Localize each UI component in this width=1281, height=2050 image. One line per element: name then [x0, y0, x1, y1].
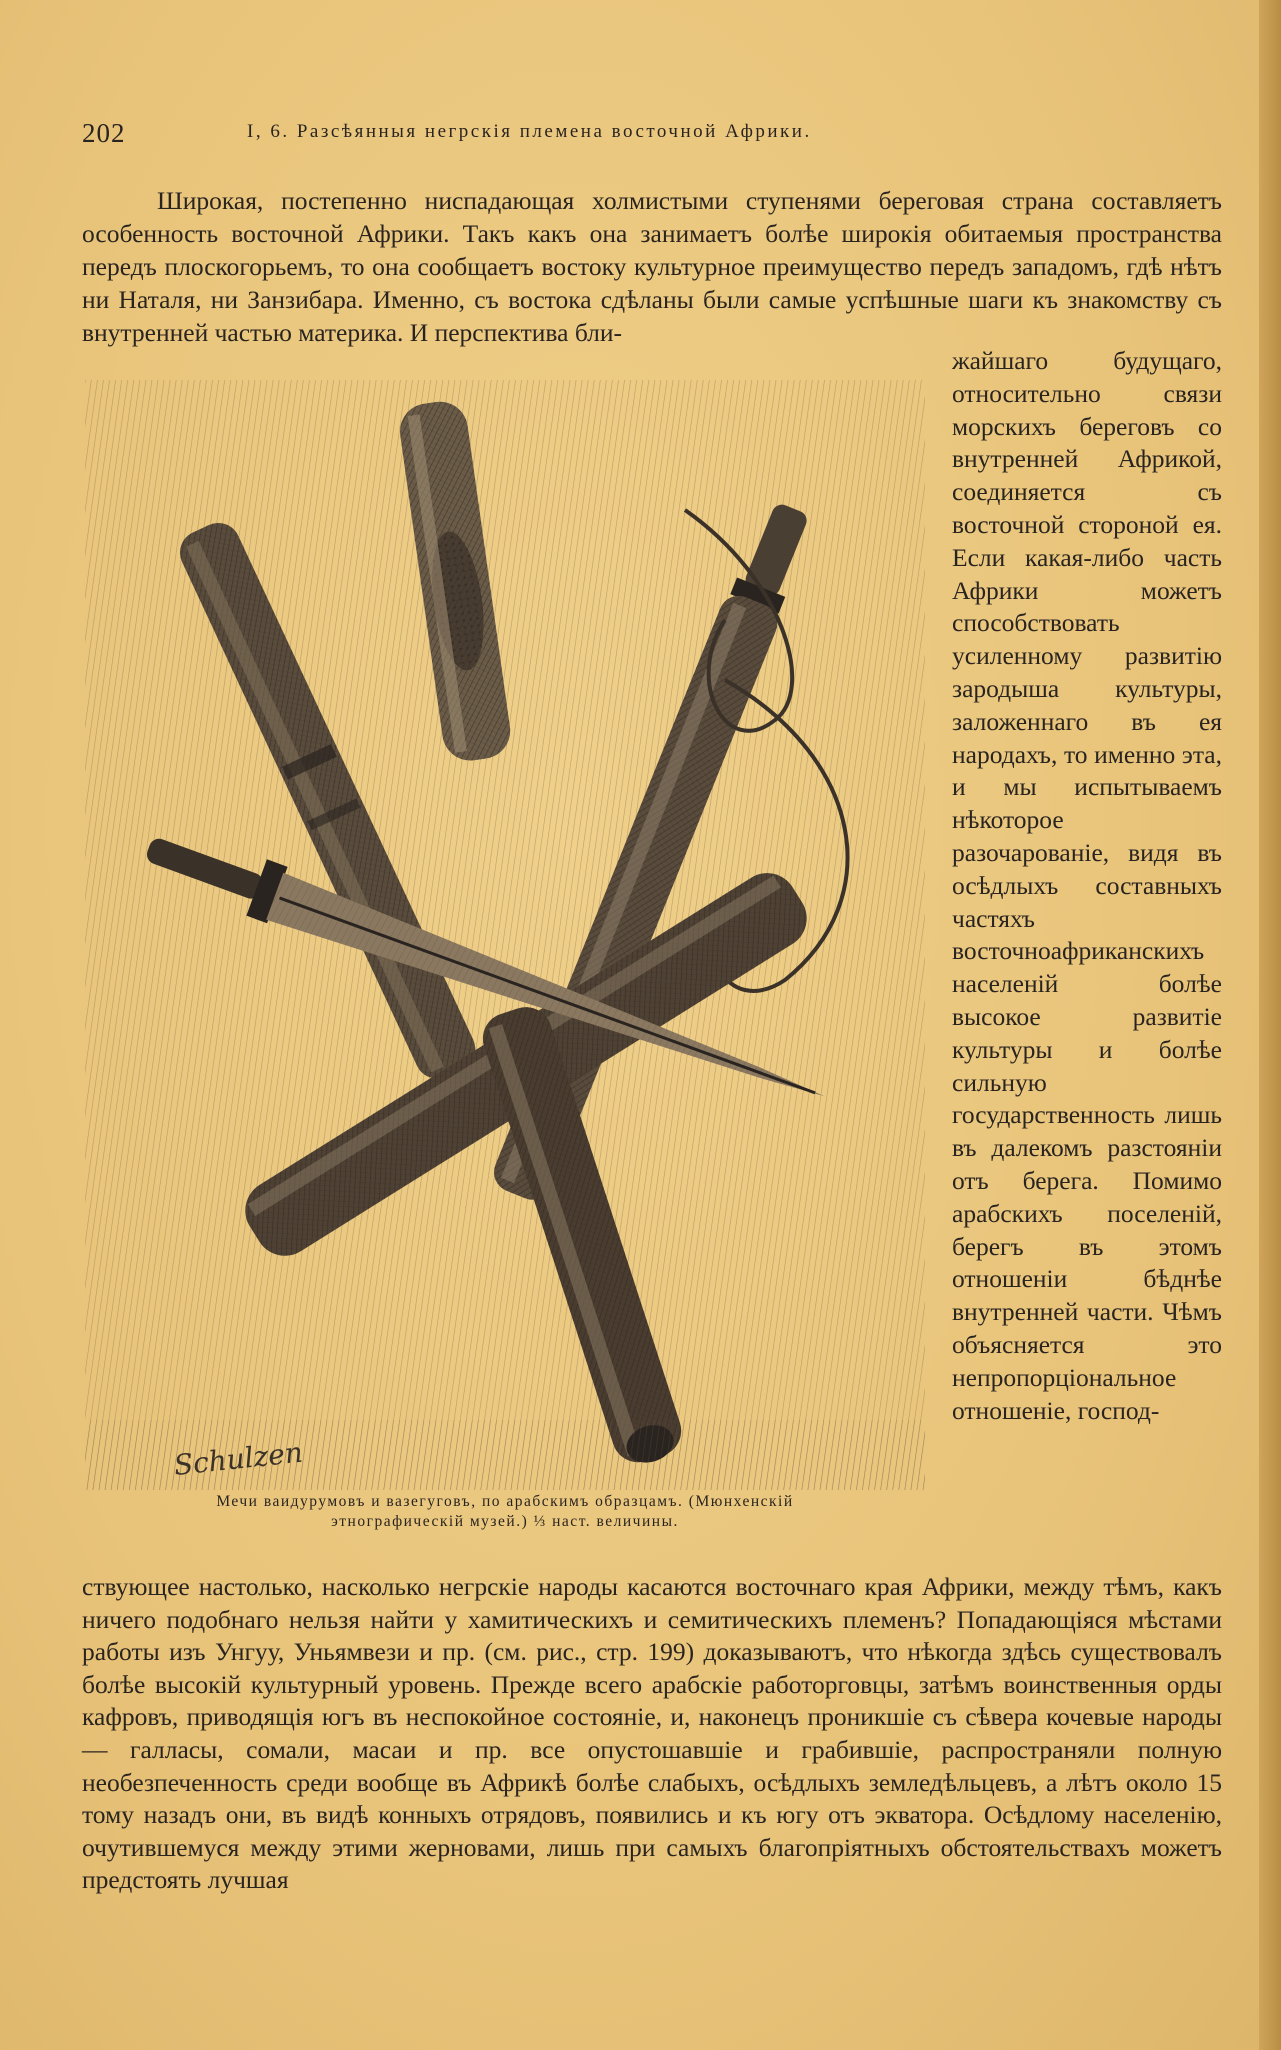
- bottom-paragraph-text: ствующее настолько, насколько негрскіе народы касаются восточнаго края Африки, между тѣмъ, какъ ничего подобнаго нельзя найти у хамитическихъ и семитическихъ племенъ? Попадающіяся мѣстами работы изъ Унгуу, Уньямвези и пр. (см. рис., стр. 199) доказываютъ, что нѣкогда здѣсь существовалъ болѣе высокій культурный уровень. Прежде всего арабскіе работорговцы, затѣмъ воинственныя орды кафровъ, приводящія югъ въ неспокойное состояніе, и, наконецъ проникшіе съ сѣвера кочевые народы — галласы, сомали, масаи и пр. все опустошавшіе и грабившіе, распространяли полную необезпеченность среди вообще въ Африкѣ болѣе слабыхъ, осѣдлыхъ земледѣльцевъ, а лѣтъ около 15 тому назадъ они, въ видѣ конныхъ отрядовъ, появились и къ югу отъ экватора. Осѣдлому населенію, очутившемуся между этими жерновами, лишь при самыхъ благопріятныхъ обстоятельствахъ можетъ предстоять лучшая: [82, 1572, 1222, 1895]
- figure: [85, 380, 925, 1530]
- bottom-paragraph: [82, 1571, 1222, 1897]
- swords-illustration: [85, 380, 925, 1490]
- top-paragraph: [82, 184, 1222, 349]
- top-paragraph-text: Широкая, постепенно ниспадающая холмистыми ступенями береговая страна составляетъ особенность восточной Африки. Такъ какъ она занимаетъ болѣе широкія обитаемыя пространства передъ плоскогорьемъ, то она сообщаетъ востоку культурное преимущество передъ западомъ, гдѣ нѣтъ ни Наталя, ни Занзибара. Именно, съ востока сдѣланы были самые успѣшные шаги къ знакомству съ внутренней частью материка. И перспектива бли-: [82, 186, 1222, 347]
- page-header: [82, 118, 1232, 154]
- side-column-text: жайшаго будущаго, относительно связи морскихъ береговъ со внутренней Африкой, соединяется съ восточной стороной ея. Если какая-либо часть Африки можетъ способствовать усиленному развитію зародыша культуры, заложеннаго въ ея народахъ, то именно эта, и мы испытываемъ нѣкоторое разочарованіе, видя въ осѣдлыхъ составныхъ частяхъ восточноафриканскихъ населеній болѣе высокое развитіе культуры и болѣе сильную государственность лишь въ далекомъ разстояніи отъ берега. Помимо арабскихъ поселеній, берегъ въ этомъ отношеніи бѣднѣе внутренней части. Чѣмъ объясняется это непропорціональное отношеніе, господ-: [952, 346, 1222, 1425]
- page-number: 202: [82, 118, 126, 148]
- artist-signature: Schulzen: [172, 1435, 305, 1482]
- running-head: I, 6. Разсѣянныя негрскія племена восточной Африки.: [247, 121, 812, 142]
- side-column: [952, 345, 1222, 1427]
- page-edge: [1259, 0, 1281, 2050]
- figure-caption: [85, 1492, 925, 1532]
- caption-line-2: этнографическій музей.) ⅓ наст. величины.: [331, 1513, 679, 1530]
- caption-line-1: Мечи ваидурумовъ и вазегуговъ, по арабскимъ образцамъ. (Мюнхенскій: [216, 1493, 794, 1510]
